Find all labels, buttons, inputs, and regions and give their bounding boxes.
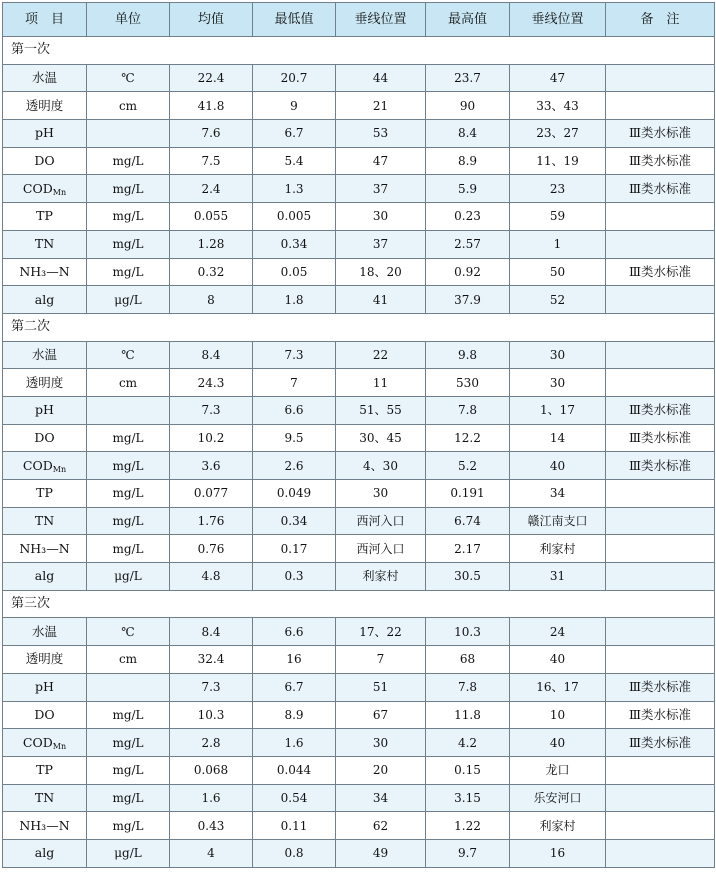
min-cell: 0.34 <box>253 230 336 258</box>
min-position-cell: 37 <box>336 175 426 203</box>
item-label: TP <box>36 762 53 778</box>
item-cell <box>3 784 87 812</box>
max-position-cell: 10 <box>510 701 606 729</box>
unit-cell: mg/L <box>87 480 170 508</box>
note-cell <box>606 92 715 120</box>
item-cell <box>3 396 87 424</box>
item-label: DO <box>34 153 55 169</box>
unit-cell: ℃ <box>87 64 170 92</box>
item-cell <box>3 618 87 646</box>
max-cell: 7.8 <box>426 673 510 701</box>
item-cell <box>3 147 87 175</box>
note-cell <box>606 286 715 314</box>
max-position-cell: 11、19 <box>510 147 606 175</box>
avg-cell: 8.4 <box>170 618 253 646</box>
min-cell: 0.05 <box>253 258 336 286</box>
max-cell: 8.9 <box>426 147 510 175</box>
avg-cell: 7.6 <box>170 120 253 148</box>
item-label: DO <box>34 429 55 445</box>
avg-cell: 2.8 <box>170 729 253 757</box>
avg-cell: 8 <box>170 286 253 314</box>
min-cell: 6.7 <box>253 120 336 148</box>
max-cell: 23.7 <box>426 64 510 92</box>
unit-cell <box>87 396 170 424</box>
min-cell: 0.005 <box>253 203 336 231</box>
max-position-cell: 34 <box>510 480 606 508</box>
note-cell: Ⅲ类水标准 <box>606 452 715 480</box>
item-cell <box>3 563 87 591</box>
unit-cell: mg/L <box>87 175 170 203</box>
table-row <box>3 839 715 867</box>
unit-cell: mg/L <box>87 535 170 563</box>
unit-cell: cm <box>87 369 170 397</box>
item-label: NH₃—N <box>19 263 70 279</box>
unit-cell: cm <box>87 646 170 674</box>
unit-cell: mg/L <box>87 258 170 286</box>
note-cell: Ⅲ类水标准 <box>606 424 715 452</box>
note-cell <box>606 230 715 258</box>
avg-cell: 1.6 <box>170 784 253 812</box>
item-label: 水温 <box>31 70 57 86</box>
max-cell: 9.8 <box>426 341 510 369</box>
min-cell: 1.8 <box>253 286 336 314</box>
avg-cell: 0.43 <box>170 812 253 840</box>
table-row <box>3 812 715 840</box>
min-cell: 9.5 <box>253 424 336 452</box>
min-cell: 6.6 <box>253 618 336 646</box>
max-position-cell: 14 <box>510 424 606 452</box>
min-cell: 7 <box>253 369 336 397</box>
unit-cell: μg/L <box>87 286 170 314</box>
max-cell: 530 <box>426 369 510 397</box>
max-position-cell: 59 <box>510 203 606 231</box>
max-cell: 0.92 <box>426 258 510 286</box>
table-body <box>3 37 715 868</box>
max-cell: 90 <box>426 92 510 120</box>
avg-cell: 0.068 <box>170 756 253 784</box>
item-label: pH <box>35 402 54 418</box>
min-cell: 8.9 <box>253 701 336 729</box>
water-quality-table <box>2 2 715 868</box>
item-cell <box>3 286 87 314</box>
item-label: alg <box>34 568 55 584</box>
max-position-cell: 16、17 <box>510 673 606 701</box>
unit-cell: mg/L <box>87 729 170 757</box>
note-cell <box>606 64 715 92</box>
max-cell: 0.23 <box>426 203 510 231</box>
section-title: 第二次 <box>3 313 715 341</box>
min-cell: 0.54 <box>253 784 336 812</box>
item-cell <box>3 452 87 480</box>
max-position-cell: 龙口 <box>510 756 606 784</box>
min-position-cell: 18、20 <box>336 258 426 286</box>
item-cell <box>3 203 87 231</box>
item-label: COD <box>22 457 53 473</box>
item-label: 透明度 <box>25 651 64 667</box>
item-label: DO <box>34 706 55 722</box>
min-position-cell: 49 <box>336 839 426 867</box>
max-cell: 5.2 <box>426 452 510 480</box>
note-cell: Ⅲ类水标准 <box>606 701 715 729</box>
max-cell: 12.2 <box>426 424 510 452</box>
unit-cell <box>87 120 170 148</box>
item-cell <box>3 424 87 452</box>
avg-cell: 10.2 <box>170 424 253 452</box>
max-position-cell: 23、27 <box>510 120 606 148</box>
min-position-cell: 7 <box>336 646 426 674</box>
item-label: alg <box>34 845 55 861</box>
header-note: 备 注 <box>606 3 715 37</box>
min-cell: 6.6 <box>253 396 336 424</box>
unit-cell: mg/L <box>87 507 170 535</box>
header-max: 最高值 <box>426 3 510 37</box>
avg-cell: 10.3 <box>170 701 253 729</box>
min-position-cell: 4、30 <box>336 452 426 480</box>
avg-cell: 7.3 <box>170 673 253 701</box>
avg-cell: 3.6 <box>170 452 253 480</box>
note-cell: Ⅲ类水标准 <box>606 120 715 148</box>
min-cell: 0.8 <box>253 839 336 867</box>
max-position-cell: 23 <box>510 175 606 203</box>
section-row <box>3 37 715 65</box>
table-row <box>3 673 715 701</box>
table-row <box>3 258 715 286</box>
table-row <box>3 452 715 480</box>
min-cell: 6.7 <box>253 673 336 701</box>
note-cell <box>606 784 715 812</box>
table-row <box>3 784 715 812</box>
header-unit: 单位 <box>87 3 170 37</box>
note-cell: Ⅲ类水标准 <box>606 147 715 175</box>
max-position-cell: 1、17 <box>510 396 606 424</box>
min-cell: 16 <box>253 646 336 674</box>
note-cell <box>606 507 715 535</box>
item-cell <box>3 646 87 674</box>
min-position-cell: 34 <box>336 784 426 812</box>
min-position-cell: 30 <box>336 480 426 508</box>
item-cell <box>3 120 87 148</box>
max-cell: 30.5 <box>426 563 510 591</box>
item-subscript: Mn <box>52 464 67 474</box>
min-position-cell: 西河入口 <box>336 535 426 563</box>
item-label: 透明度 <box>25 374 64 390</box>
min-cell: 0.3 <box>253 563 336 591</box>
table-row <box>3 618 715 646</box>
max-position-cell: 30 <box>510 369 606 397</box>
item-label: TP <box>36 208 53 224</box>
max-position-cell: 利家村 <box>510 535 606 563</box>
avg-cell: 1.76 <box>170 507 253 535</box>
max-cell: 1.22 <box>426 812 510 840</box>
unit-cell: ℃ <box>87 341 170 369</box>
avg-cell: 8.4 <box>170 341 253 369</box>
section-row <box>3 313 715 341</box>
min-cell: 0.044 <box>253 756 336 784</box>
min-position-cell: 30 <box>336 203 426 231</box>
min-position-cell: 22 <box>336 341 426 369</box>
avg-cell: 0.077 <box>170 480 253 508</box>
avg-cell: 0.76 <box>170 535 253 563</box>
max-cell: 3.15 <box>426 784 510 812</box>
max-position-cell: 16 <box>510 839 606 867</box>
min-cell: 0.049 <box>253 480 336 508</box>
min-cell: 20.7 <box>253 64 336 92</box>
min-cell: 5.4 <box>253 147 336 175</box>
item-cell <box>3 756 87 784</box>
max-position-cell: 50 <box>510 258 606 286</box>
max-position-cell: 1 <box>510 230 606 258</box>
note-cell <box>606 203 715 231</box>
section-title: 第三次 <box>3 590 715 618</box>
item-cell <box>3 729 87 757</box>
min-position-cell: 西河入口 <box>336 507 426 535</box>
max-cell: 68 <box>426 646 510 674</box>
note-cell: Ⅲ类水标准 <box>606 673 715 701</box>
note-cell <box>606 756 715 784</box>
unit-cell: mg/L <box>87 784 170 812</box>
max-position-cell: 24 <box>510 618 606 646</box>
min-position-cell: 17、22 <box>336 618 426 646</box>
min-cell: 1.3 <box>253 175 336 203</box>
max-cell: 4.2 <box>426 729 510 757</box>
max-cell: 5.9 <box>426 175 510 203</box>
item-cell <box>3 480 87 508</box>
min-cell: 2.6 <box>253 452 336 480</box>
table-row <box>3 507 715 535</box>
min-cell: 7.3 <box>253 341 336 369</box>
item-label: 水温 <box>31 623 57 639</box>
note-cell: Ⅲ类水标准 <box>606 396 715 424</box>
item-cell <box>3 341 87 369</box>
avg-cell: 24.3 <box>170 369 253 397</box>
min-position-cell: 20 <box>336 756 426 784</box>
item-label: NH₃—N <box>19 817 70 833</box>
min-position-cell: 51、55 <box>336 396 426 424</box>
max-cell: 0.191 <box>426 480 510 508</box>
item-cell <box>3 535 87 563</box>
max-position-cell: 40 <box>510 452 606 480</box>
item-cell <box>3 812 87 840</box>
avg-cell: 41.8 <box>170 92 253 120</box>
item-label: NH₃—N <box>19 540 70 556</box>
max-cell: 6.74 <box>426 507 510 535</box>
note-cell <box>606 646 715 674</box>
max-position-cell: 52 <box>510 286 606 314</box>
table-row <box>3 646 715 674</box>
item-cell <box>3 64 87 92</box>
header-avg: 均值 <box>170 3 253 37</box>
note-cell: Ⅲ类水标准 <box>606 729 715 757</box>
table-row <box>3 64 715 92</box>
max-position-cell: 赣江南支口 <box>510 507 606 535</box>
min-position-cell: 利家村 <box>336 563 426 591</box>
table-row <box>3 230 715 258</box>
avg-cell: 32.4 <box>170 646 253 674</box>
unit-cell: mg/L <box>87 812 170 840</box>
min-position-cell: 67 <box>336 701 426 729</box>
item-cell <box>3 175 87 203</box>
unit-cell: mg/L <box>87 230 170 258</box>
max-position-cell: 40 <box>510 646 606 674</box>
item-cell <box>3 673 87 701</box>
min-position-cell: 21 <box>336 92 426 120</box>
min-position-cell: 30 <box>336 729 426 757</box>
min-cell: 0.17 <box>253 535 336 563</box>
table-row <box>3 286 715 314</box>
item-cell <box>3 701 87 729</box>
note-cell <box>606 812 715 840</box>
table-row <box>3 563 715 591</box>
table-row <box>3 756 715 784</box>
unit-cell: mg/L <box>87 203 170 231</box>
max-position-cell: 33、43 <box>510 92 606 120</box>
note-cell: Ⅲ类水标准 <box>606 258 715 286</box>
table-row <box>3 396 715 424</box>
note-cell <box>606 480 715 508</box>
table-row <box>3 424 715 452</box>
max-position-cell: 40 <box>510 729 606 757</box>
item-label: 透明度 <box>25 97 64 113</box>
avg-cell: 4 <box>170 839 253 867</box>
max-cell: 0.15 <box>426 756 510 784</box>
item-label: pH <box>35 679 54 695</box>
table-row <box>3 729 715 757</box>
item-label: alg <box>34 291 55 307</box>
max-cell: 37.9 <box>426 286 510 314</box>
min-position-cell: 51 <box>336 673 426 701</box>
table-row <box>3 92 715 120</box>
item-label: pH <box>35 125 54 141</box>
note-cell <box>606 563 715 591</box>
item-label: COD <box>22 180 53 196</box>
table-row <box>3 203 715 231</box>
note-cell <box>606 341 715 369</box>
note-cell <box>606 618 715 646</box>
min-cell: 0.34 <box>253 507 336 535</box>
min-position-cell: 47 <box>336 147 426 175</box>
max-cell: 2.17 <box>426 535 510 563</box>
item-subscript: Mn <box>52 187 67 197</box>
item-label: TP <box>36 485 53 501</box>
min-position-cell: 53 <box>336 120 426 148</box>
note-cell: Ⅲ类水标准 <box>606 175 715 203</box>
max-cell: 11.8 <box>426 701 510 729</box>
table-row <box>3 147 715 175</box>
note-cell <box>606 535 715 563</box>
unit-cell: mg/L <box>87 756 170 784</box>
min-cell: 1.6 <box>253 729 336 757</box>
note-cell <box>606 839 715 867</box>
header-row <box>3 3 715 37</box>
unit-cell: μg/L <box>87 839 170 867</box>
item-label: TN <box>34 236 55 252</box>
item-cell <box>3 92 87 120</box>
table-row <box>3 341 715 369</box>
avg-cell: 0.055 <box>170 203 253 231</box>
max-cell: 2.57 <box>426 230 510 258</box>
table-row <box>3 701 715 729</box>
max-position-cell: 47 <box>510 64 606 92</box>
unit-cell: cm <box>87 92 170 120</box>
table-row <box>3 480 715 508</box>
section-row <box>3 590 715 618</box>
min-position-cell: 44 <box>336 64 426 92</box>
max-position-cell: 乐安河口 <box>510 784 606 812</box>
item-subscript: Mn <box>52 741 67 751</box>
unit-cell <box>87 673 170 701</box>
max-position-cell: 31 <box>510 563 606 591</box>
min-position-cell: 37 <box>336 230 426 258</box>
table-row <box>3 175 715 203</box>
max-position-cell: 30 <box>510 341 606 369</box>
avg-cell: 1.28 <box>170 230 253 258</box>
item-label: 水温 <box>31 346 57 362</box>
unit-cell: ℃ <box>87 618 170 646</box>
table-row <box>3 535 715 563</box>
item-cell <box>3 230 87 258</box>
header-min-position: 垂线位置 <box>336 3 426 37</box>
min-cell: 9 <box>253 92 336 120</box>
unit-cell: mg/L <box>87 147 170 175</box>
note-cell <box>606 369 715 397</box>
unit-cell: μg/L <box>87 563 170 591</box>
item-cell <box>3 258 87 286</box>
unit-cell: mg/L <box>87 424 170 452</box>
item-label: TN <box>34 513 55 529</box>
min-position-cell: 30、45 <box>336 424 426 452</box>
table-row <box>3 369 715 397</box>
header-item: 项 目 <box>3 3 87 37</box>
avg-cell: 2.4 <box>170 175 253 203</box>
min-position-cell: 62 <box>336 812 426 840</box>
min-position-cell: 11 <box>336 369 426 397</box>
avg-cell: 7.3 <box>170 396 253 424</box>
max-cell: 10.3 <box>426 618 510 646</box>
unit-cell: mg/L <box>87 452 170 480</box>
min-cell: 0.11 <box>253 812 336 840</box>
unit-cell: mg/L <box>87 701 170 729</box>
avg-cell: 0.32 <box>170 258 253 286</box>
header-min: 最低值 <box>253 3 336 37</box>
avg-cell: 22.4 <box>170 64 253 92</box>
table-row <box>3 120 715 148</box>
item-cell <box>3 507 87 535</box>
avg-cell: 7.5 <box>170 147 253 175</box>
header-max-position: 垂线位置 <box>510 3 606 37</box>
max-position-cell: 利家村 <box>510 812 606 840</box>
item-label: TN <box>34 789 55 805</box>
min-position-cell: 41 <box>336 286 426 314</box>
avg-cell: 4.8 <box>170 563 253 591</box>
max-cell: 9.7 <box>426 839 510 867</box>
section-title: 第一次 <box>3 37 715 65</box>
max-cell: 8.4 <box>426 120 510 148</box>
max-cell: 7.8 <box>426 396 510 424</box>
item-cell <box>3 839 87 867</box>
item-label: COD <box>22 734 53 750</box>
item-cell <box>3 369 87 397</box>
